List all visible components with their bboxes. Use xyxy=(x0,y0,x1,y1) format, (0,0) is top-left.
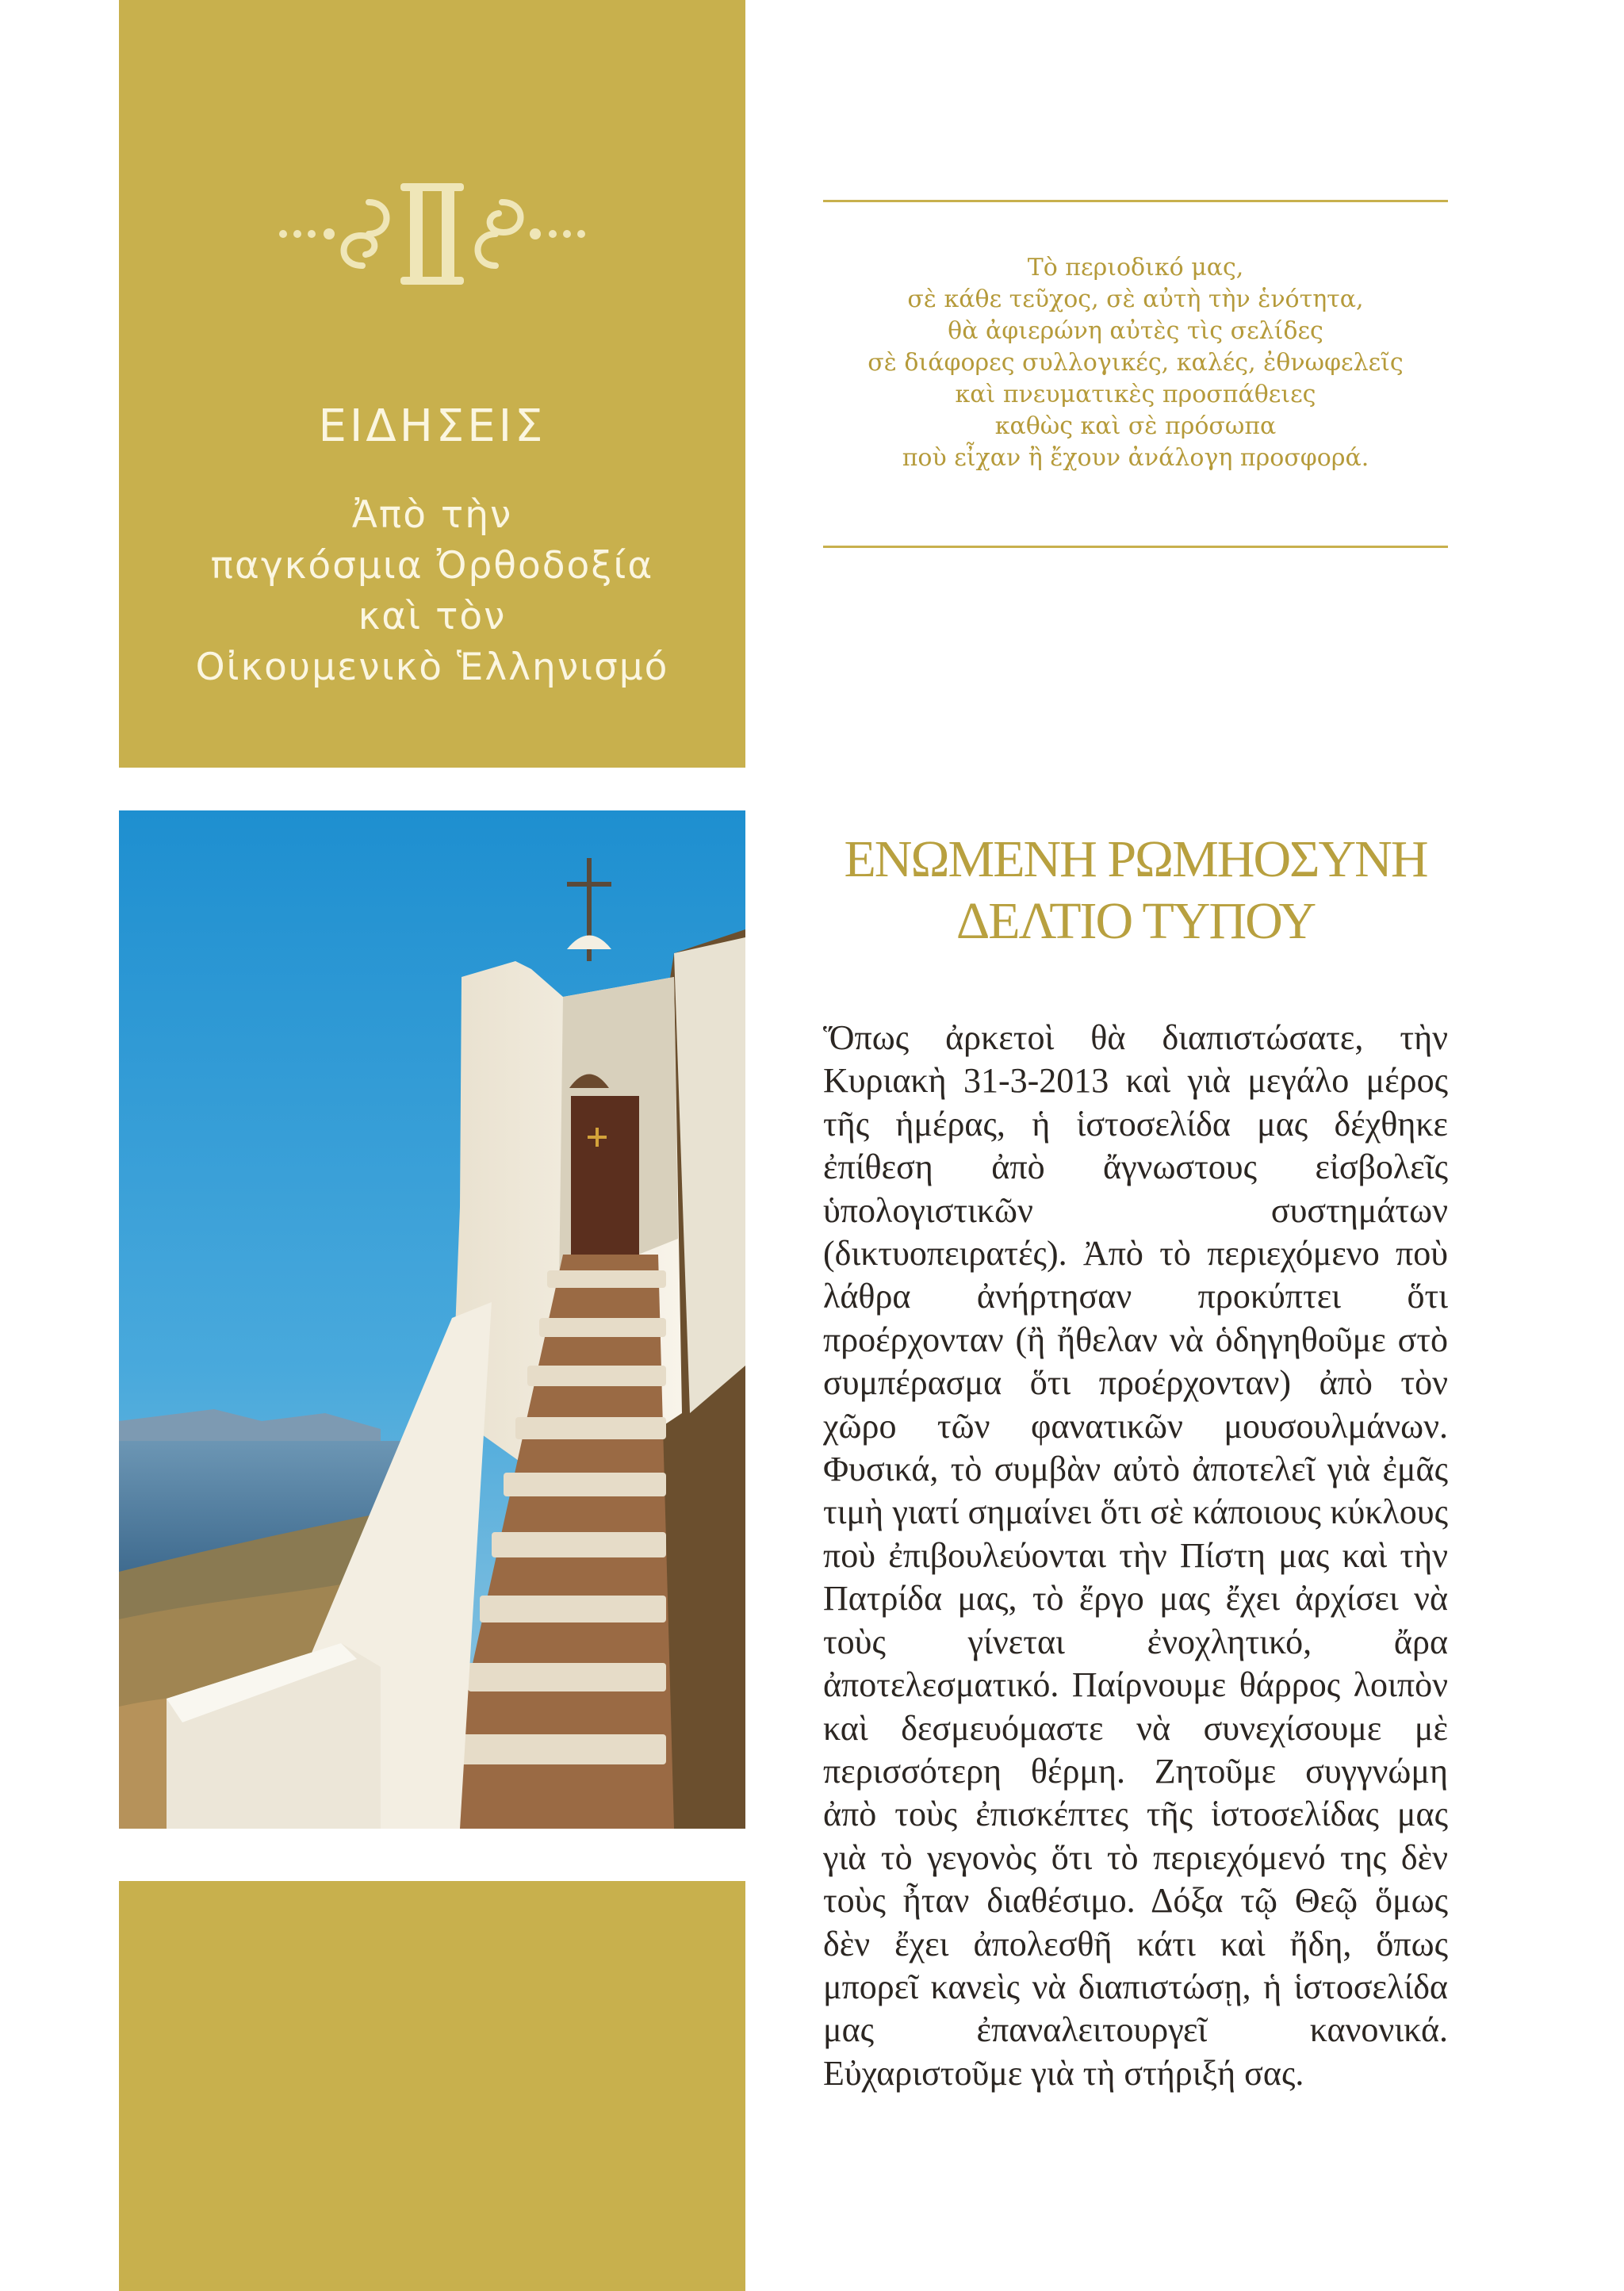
footer-panel xyxy=(119,1881,745,2291)
intro-text xyxy=(823,252,1448,474)
section-title: ΕΙΔΗΣΕΙΣ xyxy=(318,400,546,452)
divider-top xyxy=(823,200,1448,202)
chapel-illustration xyxy=(119,810,745,1829)
intro-line: σὲ κάθε τεῦχος, σὲ αὐτὴ τὴν ἑνότητα, xyxy=(907,285,1364,313)
divider-bottom xyxy=(823,546,1448,548)
intro-line: καὶ πνευματικὲς προσπάθειες xyxy=(955,381,1316,408)
subtitle-line: καὶ τὸν xyxy=(358,595,507,638)
section-subtitle xyxy=(119,490,745,693)
intro-line: Τὸ περιοδικό μας, xyxy=(1027,254,1244,282)
subtitle-line: Οἰκουμενικὸ Ἑλληνισμό xyxy=(195,646,669,689)
chapel-photo xyxy=(119,810,745,1829)
article-title-line: ΔΕΛΤΙΟ ΤΥΠΟΥ xyxy=(956,892,1316,950)
article-title xyxy=(823,829,1448,952)
ornament-icon xyxy=(274,170,591,297)
intro-line: θὰ ἀφιερώνη αὐτὲς τὶς σελίδες xyxy=(948,317,1323,345)
subtitle-line: Ἀπὸ τὴν xyxy=(351,493,513,537)
article-body: Ὅπως ἀρκετοὶ θὰ διαπιστώσατε, τὴν Κυριακὴ 31-3-2013 καὶ γιὰ μεγάλο μέρος τῆς ἡμέρας, ἡ ἱστοσελίδα μας δέχθηκε ἐπίθεση ἀπὸ ἄγνωστους εἰσβολεῖς ὑπολογιστικῶν συστημάτων (δικτυοπειρατές). Ἀπὸ τὸ περιεχόμενο ποὺ λάθρα ἀνήρτησαν προκύπτει ὅτι προέρχονταν (ἢ ἤθελαν νὰ ὁδηγηθοῦμε στὸ συμπέρασμα ὅτι προέρχονταν) ἀπὸ τὸν χῶρο τῶν φανατικῶν μουσουλμάνων. Φυσικά, τὸ συμβὰν αὐτὸ ἀποτελεῖ γιὰ ἐμᾶς τιμὴ γιατί σημαίνει ὅτι σὲ κάποιους κύκλους ποὺ ἐπιβουλεύονται τὴν Πίστη μας καὶ τὴν Πατρίδα μας, τὸ ἔργο μας ἔχει ἀρχίσει νὰ τοὺς γίνεται ἐνοχλητικό, ἄρα ἀποτελεσματικό. Παίρνουμε θάρρος λοιπὸν καὶ δεσμευόμαστε νὰ συνεχίσουμε μὲ περισσότερη θέρμη. Ζητοῦμε συγγνώμη ἀπὸ τοὺς ἐπισκέπτες τῆς ἱστοσελίδας μας γιὰ τὸ γεγονὸς ὅτι τὸ περιεχόμενό της δὲν τοὺς ἦταν διαθέσιμο. Δόξα τῷ Θεῷ ὅμως δὲν ἔχει ἀπολεσθῆ κάτι καὶ ἤδη, ὅπως μπορεῖ κανεὶς νὰ διαπιστώσῃ, ἡ ἱστοσελίδα μας ἐπαναλειτουργεῖ κανονικά. Εὐχαριστοῦμε γιὰ τὴ στήριξή σας. xyxy=(823,1018,1448,2093)
intro-line: ποὺ εἶχαν ἢ ἔχουν ἀνάλογη προσφορά. xyxy=(902,444,1369,472)
subtitle-line: παγκόσμια Ὀρθοδοξία xyxy=(210,544,654,588)
article-title-line: ΕΝΩΜΕΝΗ ΡΩΜΗΟΣΥΝΗ xyxy=(844,830,1427,888)
intro-line: καθὼς καὶ σὲ πρόσωπα xyxy=(994,412,1277,440)
intro-line: σὲ διάφορες συλλογικές, καλές, ἐθνωφελεῖς xyxy=(868,349,1404,377)
